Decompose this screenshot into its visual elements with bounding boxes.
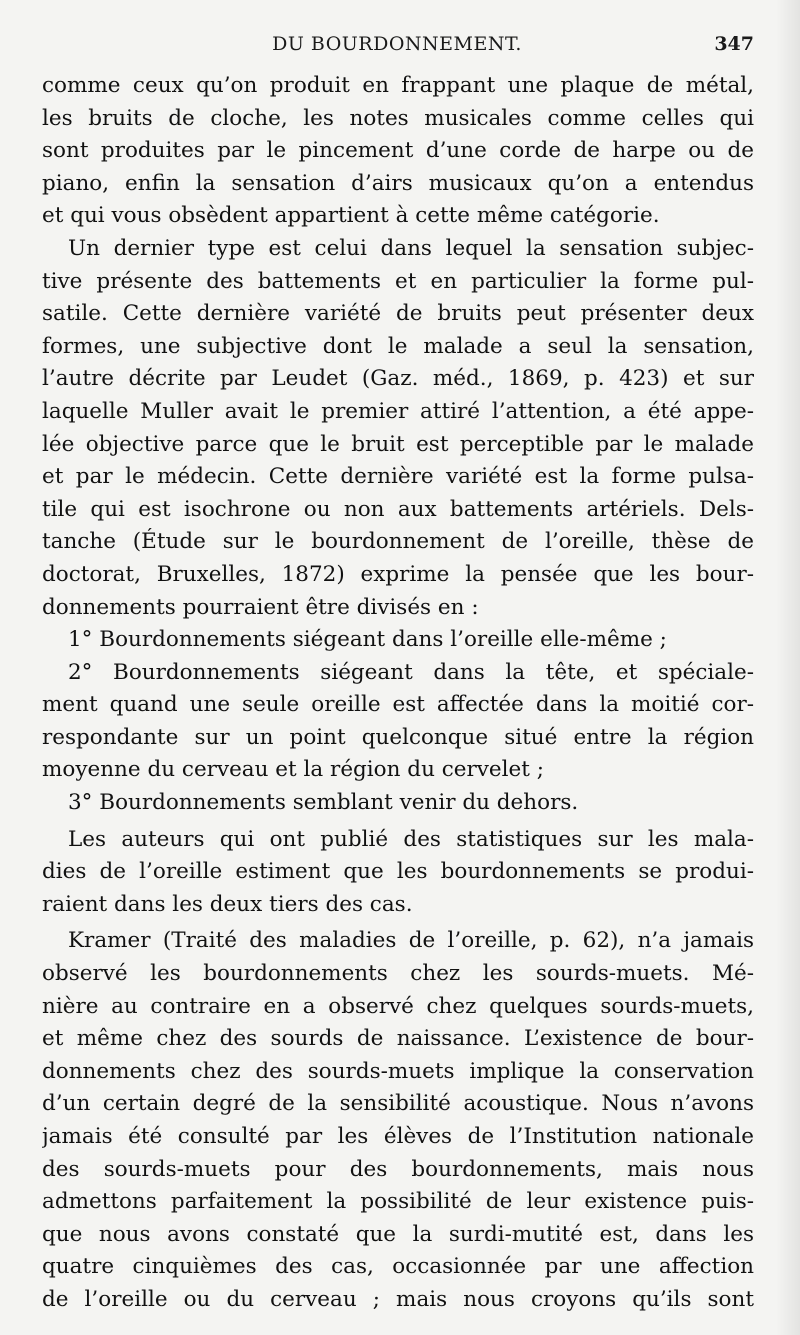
page-edge-shadow <box>776 0 800 1335</box>
running-title: DU BOURDONNEMENT. <box>272 33 522 55</box>
text-line: nière au contraire en a observé chez quelques sourds-muets, <box>42 993 754 1019</box>
text-line: de l’oreille ou du cerveau ; mais nous croyons qu’ils sont <box>42 1286 754 1312</box>
text-line: tile qui est isochrone ou non aux battements artériels. Dels- <box>42 496 754 522</box>
text-line: donnements pourraient être divisés en : <box>42 594 479 620</box>
text-line: ment quand une seule oreille est affectée dans la moitié cor- <box>42 692 754 718</box>
text-line: d’un certain degré de la sensibilité acoustique. Nous n’avons <box>42 1091 754 1117</box>
text-line: jamais été consulté par les élèves de l’Institution nationale <box>42 1124 754 1149</box>
text-line: observé les bourdonnements chez les sourds-muets. Mé- <box>42 961 754 987</box>
list-item: 2° Bourdonnements siégeant dans la tête, et spéciale- <box>68 659 754 685</box>
text-line: moyenne du cerveau et la région du cervelet ; <box>42 757 544 783</box>
text-line: raient dans les deux tiers des cas. <box>42 891 413 917</box>
text-line: tive présente des battements et en particulier la forme pul- <box>42 268 754 294</box>
text-line: et par le médecin. Cette dernière variété est la forme pulsa- <box>42 464 754 490</box>
body-text <box>42 70 754 1317</box>
text-line: satile. Cette dernière variété de bruits peut présenter deux <box>42 301 754 327</box>
text-line: piano, enfin la sensation d’airs musicaux qu’on a entendus <box>42 170 754 196</box>
text-line: sont produites par le pincement d’une corde de harpe ou de <box>42 138 754 164</box>
text-line: formes, une subjective dont le malade a seul la sensation, <box>42 333 754 359</box>
text-line: l’autre décrite par Leudet (Gaz. méd., 1869, p. 423) et sur <box>42 366 754 392</box>
text-line: lée objective parce que le bruit est perceptible par le malade <box>42 431 754 457</box>
text-line: Les auteurs qui ont publié des statistiques sur les mala- <box>68 826 754 852</box>
text-line: des sourds-muets pour des bourdonnements, mais nous <box>42 1156 754 1182</box>
text-line: laquelle Muller avait le premier attiré l’attention, a été appe- <box>42 398 754 424</box>
text-line: comme ceux qu’on produit en frappant une plaque de métal, <box>42 73 754 98</box>
text-line: dies de l’oreille estiment que les bourdonnements se produi- <box>42 859 754 885</box>
text-line: et qui vous obsèdent appartient à cette même catégorie. <box>42 203 660 229</box>
text-line: Kramer (Traité des maladies de l’oreille, p. 62), n’a jamais <box>68 928 754 954</box>
page-number: 347 <box>714 33 754 55</box>
text-line: admettons parfaitement la possibilité de leur existence puis- <box>42 1189 754 1215</box>
text-line: quatre cinquièmes des cas, occasionnée par une affection <box>42 1254 754 1280</box>
text-line: donnements chez des sourds-muets implique la conservation <box>42 1058 754 1084</box>
page-header <box>40 33 754 63</box>
text-line: Un dernier type est celui dans lequel la sensation subjec- <box>68 235 754 261</box>
list-item: 3° Bourdonnements semblant venir du dehors. <box>68 790 579 816</box>
text-line: les bruits de cloche, les notes musicales comme celles qui <box>42 105 754 131</box>
text-line: tanche (Étude sur le bourdonnement de l’oreille, thèse de <box>42 529 754 555</box>
list-item: 1° Bourdonnements siégeant dans l’oreille elle-même ; <box>68 627 667 653</box>
text-line: que nous avons constaté que la surdi-mutité est, dans les <box>42 1221 754 1247</box>
text-line: et même chez des sourds de naissance. L’existence de bour- <box>42 1026 754 1052</box>
text-line: respondante sur un point quelconque situé entre la région <box>42 724 754 750</box>
text-line: doctorat, Bruxelles, 1872) exprime la pensée que les bour- <box>42 561 754 587</box>
